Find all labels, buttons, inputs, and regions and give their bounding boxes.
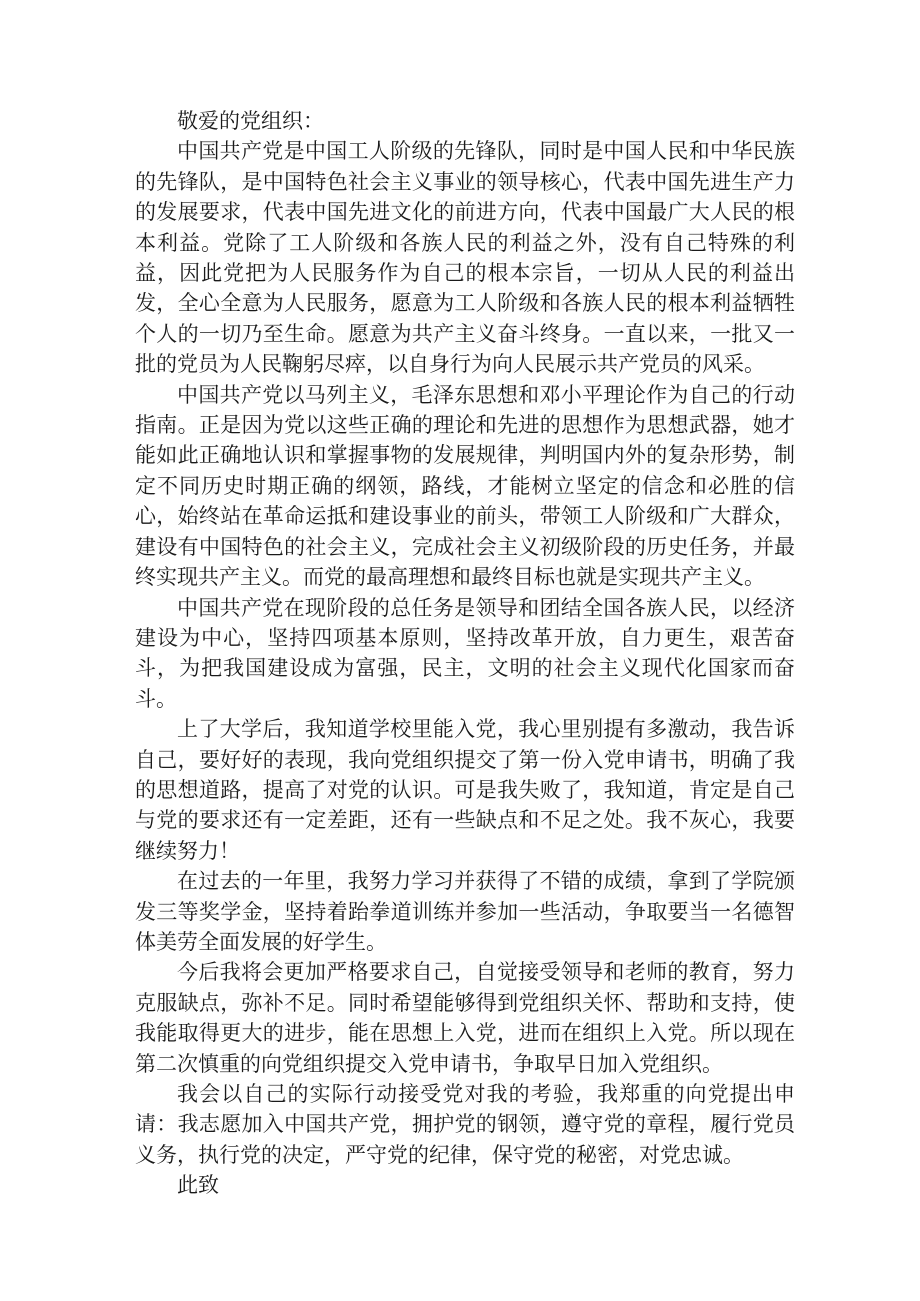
paragraph-pledge: 我会以自己的实际行动接受党对我的考验，我郑重的向党提出申请：我志愿加入中国共产党，拥护党的钢领，遵守党的章程，履行党员义务，执行党的决定，严守党的纪律，保守党的秘密，对党忠诚。: [135, 1082, 795, 1167]
paragraph-first-application: 上了大学后，我知道学校里能入党，我心里别提有多激动，我告诉自己，要好好的表现，我向党组织提交了第一份入党申请书，明确了我的思想道路，提高了对党的认识。可是我失败了，我知道，肯定是自己与党的要求还有一定差距，还有一些缺点和不足之处。我不灰心，我要继续努力！: [135, 717, 795, 863]
letter-body: [135, 106, 795, 1201]
paragraph-party-nature: 中国共产党是中国工人阶级的先锋队，同时是中国人民和中华民族的先锋队，是中国特色社会主义事业的领导核心，代表中国先进生产力的发展要求，代表中国先进文化的前进方向，代表中国最广大人民的根本利益。党除了工人阶级和各族人民的利益之外，没有自己特殊的利益，因此党把为人民服务作为自己的根本宗旨，一切从人民的利益出发，全心全意为人民服务，愿意为工人阶级和各族人民的根本利益牺牲个人的一切乃至生命。愿意为共产主义奋斗终身。一直以来，一批又一批的党员为人民鞠躬尽瘁，以自身行为向人民展示共产党员的风采。: [135, 139, 795, 377]
paragraph-past-year: 在过去的一年里，我努力学习并获得了不错的成绩，拿到了学院颁发三等奖学金，坚持着跆拳道训练并参加一些活动，争取要当一名德智体美劳全面发展的好学生。: [135, 869, 795, 954]
paragraph-current-task: 中国共产党在现阶段的总任务是领导和团结全国各族人民，以经济建设为中心，坚持四项基本原则，坚持改革开放，自力更生，艰苦奋斗，为把我国建设成为富强，民主，文明的社会主义现代化国家而奋斗。: [135, 595, 795, 711]
paragraph-future-plans: 今后我将会更加严格要求自己，自觉接受领导和老师的教育，努力克服缺点，弥补不足。同时希望能够得到党组织关怀、帮助和支持，使我能取得更大的进步，能在思想上入党，进而在组织上入党。所以现在第二次慎重的向党组织提交入党申请书，争取早日加入党组织。: [135, 960, 795, 1076]
letter-salutation: 敬爱的党组织：: [177, 109, 324, 133]
letter-closing: 此致: [177, 1173, 219, 1198]
paragraph-guiding-theory: 中国共产党以马列主义，毛泽东思想和邓小平理论作为自己的行动指南。正是因为党以这些正确的理论和先进的思想作为思想武器，她才能如此正确地认识和掌握事物的发展规律，判明国内外的复杂形势，制定不同历史时期正确的纲领，路线，才能树立坚定的信念和必胜的信心，始终站在革命运抵和建设事业的前头，带领工人阶级和广大群众，建设有中国特色的社会主义，完成社会主义初级阶段的历史任务，并最终实现共产主义。而党的最高理想和最终目标也就是实现共产主义。: [135, 382, 795, 590]
